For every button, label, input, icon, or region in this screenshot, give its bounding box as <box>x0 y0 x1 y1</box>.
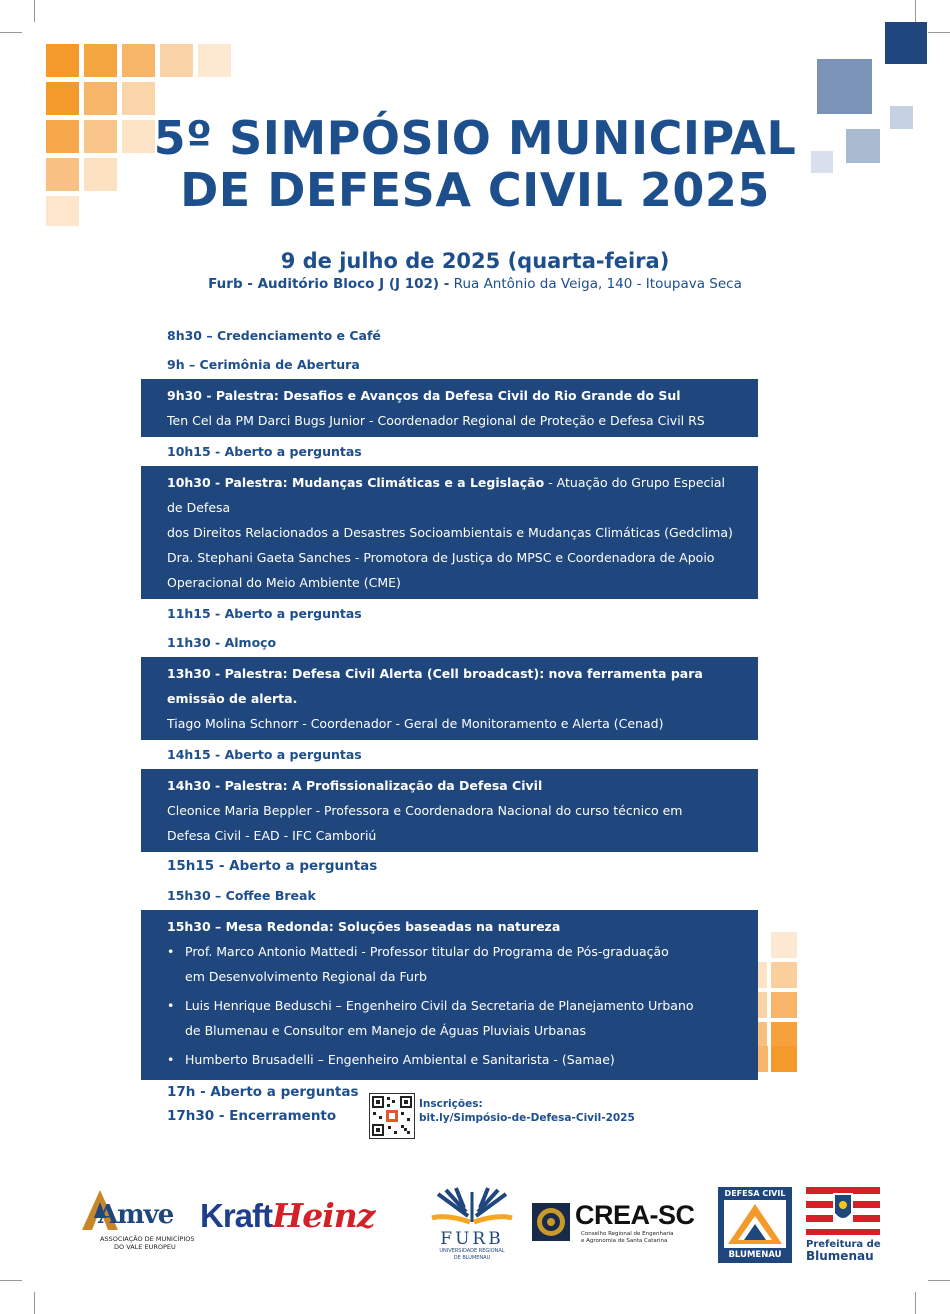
crea-sc-logo <box>531 1200 711 1248</box>
schedule-item: 9h – Cerimônia de Abertura <box>167 357 360 372</box>
talk-title <box>167 470 744 520</box>
panelist-line: de Blumenau e Consultor em Manejo de Águas Pluviais Urbanas <box>185 1023 586 1038</box>
schedule-item: 10h15 - Aberto a perguntas <box>167 444 362 459</box>
bullet-icon: • <box>167 998 175 1013</box>
talk-speaker: Defesa Civil - EAD - IFC Camboriú <box>167 828 377 843</box>
panelist <box>167 993 744 1047</box>
schedule-item: 14h15 - Aberto a perguntas <box>167 747 362 762</box>
schedule-item: 11h15 - Aberto a perguntas <box>167 606 362 621</box>
talk-title: 13h30 - Palestra: Defesa Civil Alerta (Cell broadcast): nova ferramenta para emissão de alerta. <box>167 666 703 706</box>
talk-title: 14h30 - Palestra: A Profissionalização da Defesa Civil <box>167 778 543 793</box>
defesa-civil-triangle-icon <box>724 1200 786 1248</box>
kraft-heinz-logo <box>200 1196 420 1236</box>
crop-mark <box>34 0 35 22</box>
crea-name: CREA-SC <box>575 1200 695 1230</box>
kraft-wordmark: Kraft <box>200 1197 273 1234</box>
amve-subtitle-1: ASSOCIAÇÃO DE MUNICÍPIOS <box>100 1235 195 1243</box>
schedule-item: 15h15 - Aberto a perguntas <box>167 858 378 874</box>
amve-name: Amve <box>98 1200 174 1230</box>
crop-mark <box>34 1292 35 1314</box>
schedule-highlight-box <box>141 466 758 599</box>
prefeitura-label-2: Blumenau <box>806 1249 874 1263</box>
talk-speaker: Ten Cel da PM Darci Bugs Junior - Coordenador Regional de Proteção e Defesa Civil RS <box>167 413 705 428</box>
registration-link[interactable]: bit.ly/Simpósio-de-Defesa-Civil-2025 <box>419 1112 635 1124</box>
registration-info <box>419 1097 635 1125</box>
panelist-line: Humberto Brusadelli – Engenheiro Ambiental e Sanitarista - (Samae) <box>185 1052 615 1067</box>
schedule-highlight-box <box>141 910 758 1080</box>
title-line-2: DE DEFESA CIVIL 2025 <box>180 163 770 217</box>
venue-address: Rua Antônio da Veiga, 140 - Itoupava Seca <box>449 276 742 292</box>
event-date: 9 de julho de 2025 (quarta-feira) <box>280 249 670 273</box>
talk-title-bold: 10h30 - Palestra: Mudanças Climáticas e a Legislação <box>167 475 545 490</box>
schedule-item: 8h30 – Credenciamento e Café <box>167 328 381 343</box>
schedule <box>141 321 758 1128</box>
panelist-line: Prof. Marco Antonio Mattedi - Professor titular do Programa de Pós-graduação <box>185 944 669 959</box>
schedule-item: 15h30 – Coffee Break <box>167 888 316 903</box>
talk-speaker: Tiago Molina Schnorr - Coordenador - Geral de Monitoramento e Alerta (Cenad) <box>167 716 664 731</box>
amve-subtitle-2: DO VALE EUROPEU <box>114 1243 176 1251</box>
registration-label: Inscrições: <box>419 1098 483 1110</box>
defesa-civil-top-label: DEFESA CIVIL <box>724 1189 786 1198</box>
schedule-highlight-box <box>141 657 758 740</box>
furb-logo <box>426 1186 518 1262</box>
furb-subtitle-2: DE BLUMENAU <box>453 1255 491 1261</box>
schedule-highlight-box <box>141 769 758 852</box>
defesa-civil-bottom-label: BLUMENAU <box>728 1250 782 1260</box>
crop-mark <box>928 1280 950 1281</box>
panelist <box>167 1047 744 1076</box>
panelist <box>167 939 744 993</box>
crea-subtitle-1: Conselho Regional de Engenharia <box>581 1231 674 1237</box>
defesa-civil-blumenau-logo <box>718 1187 792 1263</box>
talk-speaker: Cleonice Maria Beppler - Professora e Coordenadora Nacional do curso técnico em <box>167 803 683 818</box>
bullet-icon: • <box>167 1052 175 1067</box>
crop-mark <box>928 32 950 33</box>
crea-seal-icon <box>531 1202 571 1242</box>
talk-title-rest: - Atuação do Grupo Especial de Defesa <box>167 475 726 515</box>
panel-title: 15h30 – Mesa Redonda: Soluções baseadas na natureza <box>167 919 561 934</box>
furb-name: FURB <box>440 1229 504 1249</box>
venue-name: Furb - Auditório Bloco J (J 102) - <box>208 276 450 292</box>
talk-detail: dos Direitos Relacionados a Desastres Socioambientais e Mudanças Climáticas (Gedclima) <box>167 525 733 540</box>
talk-speaker: Operacional do Meio Ambiente (CME) <box>167 575 401 590</box>
prefeitura-blumenau-logo <box>806 1187 882 1263</box>
talk-speaker: Dra. Stephani Gaeta Sanches - Promotora de Justiça do MPSC e Coordenadora de Apoio <box>167 550 715 565</box>
qr-code-icon[interactable] <box>369 1093 415 1139</box>
furb-subtitle-1: UNIVERSIDADE REGIONAL <box>439 1248 505 1254</box>
talk-title: 9h30 - Palestra: Desafios e Avanços da Defesa Civil do Rio Grande do Sul <box>167 388 681 403</box>
crea-subtitle-2: e Agronomia de Santa Catarina <box>581 1238 668 1244</box>
heinz-wordmark: Heinz <box>272 1196 375 1235</box>
crop-mark <box>915 1292 916 1314</box>
schedule-item: 17h30 - Encerramento <box>167 1108 337 1124</box>
schedule-item: 11h30 - Almoço <box>167 635 277 650</box>
event-venue <box>0 276 950 292</box>
amve-logo <box>80 1188 195 1256</box>
event-title <box>0 112 950 216</box>
title-line-1: 5º SIMPÓSIO MUNICIPAL <box>153 111 797 165</box>
crop-mark <box>0 1280 22 1281</box>
schedule-item: 17h - Aberto a perguntas <box>167 1084 359 1100</box>
crop-mark <box>915 0 916 22</box>
prefeitura-label-1: Prefeitura de <box>806 1239 881 1250</box>
panelist-line: Luis Henrique Beduschi – Engenheiro Civil da Secretaria de Planejamento Urbano <box>185 998 694 1013</box>
panelist-line: em Desenvolvimento Regional da Furb <box>185 969 427 984</box>
crop-mark <box>0 32 22 33</box>
furb-book-icon <box>426 1186 518 1226</box>
schedule-highlight-box <box>141 379 758 437</box>
bullet-icon: • <box>167 944 175 959</box>
blumenau-flag-icon <box>806 1187 880 1235</box>
